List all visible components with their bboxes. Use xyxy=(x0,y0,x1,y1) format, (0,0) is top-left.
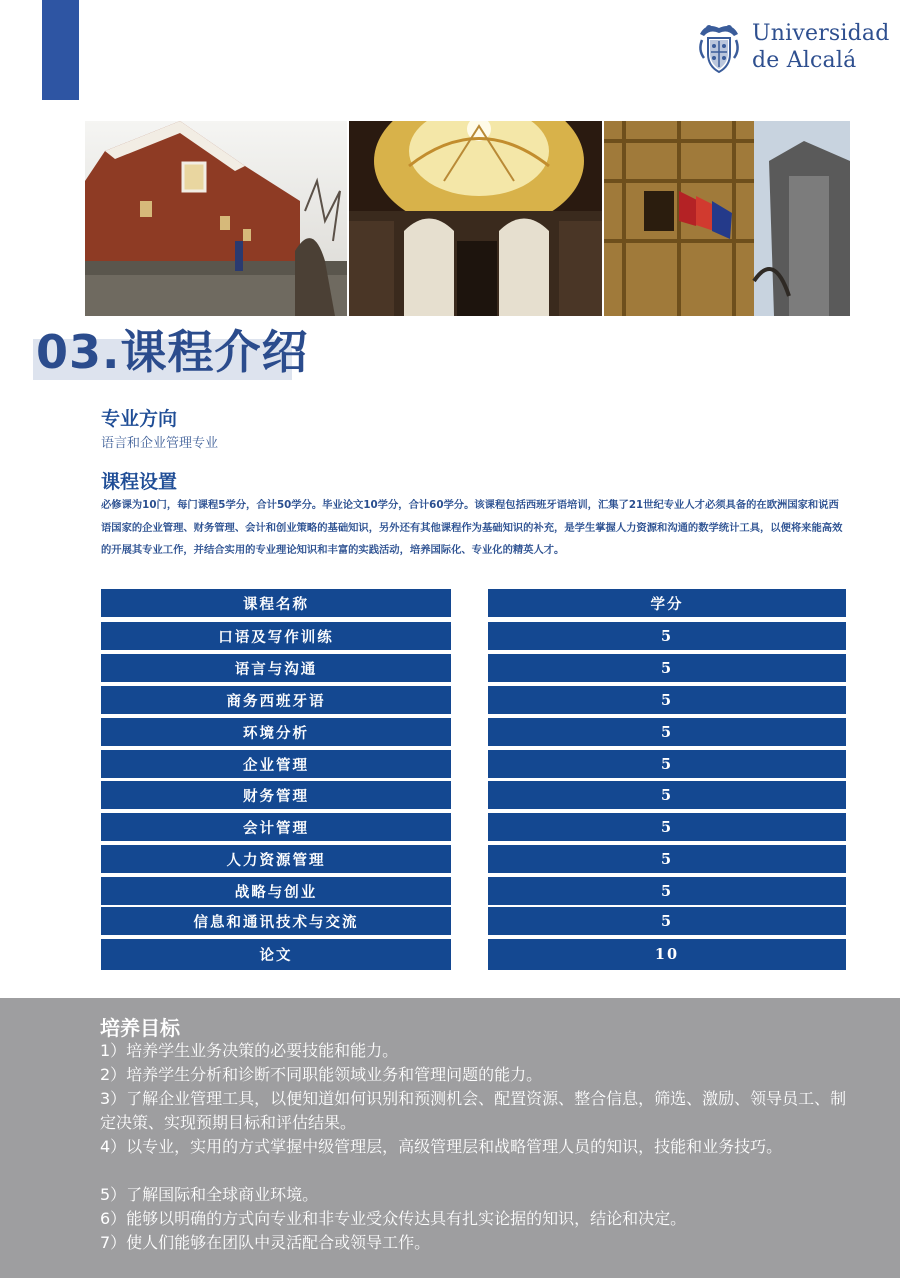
table-header-credits: 学分 xyxy=(488,589,846,617)
goal-item: 6）能够以明确的方式向专业和非专业受众传达具有扎实论据的知识，结论和决定。 xyxy=(100,1209,687,1228)
goal-item: 4）以专业，实用的方式掌握中级管理层，高级管理层和战略管理人员的知识，技能和业务技巧。 xyxy=(100,1137,783,1156)
course-credits-cell: 5 xyxy=(488,877,846,905)
course-name-cell: 论文 xyxy=(101,939,451,970)
photo-brick-building xyxy=(85,121,347,316)
course-name-cell: 会计管理 xyxy=(101,813,451,841)
course-name-cell: 商务西班牙语 xyxy=(101,686,451,714)
course-credits-cell: 10 xyxy=(488,939,846,970)
specialization-heading: 专业方向 xyxy=(101,408,178,430)
course-credits-cell: 5 xyxy=(488,750,846,778)
campus-photo-strip xyxy=(85,121,850,316)
course-name-cell: 战略与创业 xyxy=(101,877,451,905)
section-title: 03.课程介绍 xyxy=(36,325,309,379)
course-name-cell: 财务管理 xyxy=(101,781,451,809)
goals-heading: 培养目标 xyxy=(100,1016,180,1040)
course-name-cell: 环境分析 xyxy=(101,718,451,746)
university-logo xyxy=(694,18,890,82)
course-credits-cell: 5 xyxy=(488,845,846,873)
course-name-cell: 人力资源管理 xyxy=(101,845,451,873)
course-name-cell: 企业管理 xyxy=(101,750,451,778)
university-name-line2: de Alcalá xyxy=(752,48,857,73)
course-credits-cell: 5 xyxy=(488,686,846,714)
curriculum-heading: 课程设置 xyxy=(101,471,178,493)
goal-item: 3）了解企业管理工具，以便知道如何识别和预测机会、配置资源、整合信息，筛选、激励、领导员工、制定决策、实现预期目标和评估结果。 xyxy=(100,1089,847,1132)
course-credits-cell: 5 xyxy=(488,718,846,746)
university-seal-icon xyxy=(694,20,744,76)
university-name xyxy=(752,20,890,74)
course-name-cell: 语言与沟通 xyxy=(101,654,451,682)
goal-item: 5）了解国际和全球商业环境。 xyxy=(100,1185,319,1204)
university-name-line1: Universidad xyxy=(752,21,890,46)
course-credits-cell: 5 xyxy=(488,622,846,650)
goal-item: 1）培养学生业务决策的必要技能和能力。 xyxy=(100,1041,399,1060)
curriculum-description: 必修课为10门，每门课程5学分，合计50学分。毕业论文10学分，合计60学分。该课程包括西班牙语培训，汇集了21世纪专业人才必须具备的在欧洲国家和说西语国家的企业管理、财务管理、会计和创业策略的基础知识，另外还有其他课程作为基础知识的补充，是学生掌握人力资源和沟通的数学统计工具，以便将来能高效的开展其专业工作，并结合实用的专业理论知识和丰富的实践活动，培养国际化、专业化的精英人才。 xyxy=(101,499,843,556)
photo-facade-flags xyxy=(604,121,850,316)
table-header-course-name: 课程名称 xyxy=(101,589,451,617)
goal-item: 2）培养学生分析和诊断不同职能领域业务和管理问题的能力。 xyxy=(100,1065,543,1084)
course-name-cell: 口语及写作训练 xyxy=(101,622,451,650)
specialization-value: 语言和企业管理专业 xyxy=(101,436,219,451)
course-credits-cell: 5 xyxy=(488,781,846,809)
goal-item: 7）使人们能够在团队中灵活配合或领导工作。 xyxy=(100,1233,431,1252)
course-name-cell: 信息和通讯技术与交流 xyxy=(101,907,451,935)
course-credits-cell: 5 xyxy=(488,654,846,682)
course-credits-cell: 5 xyxy=(488,907,846,935)
photo-dome-interior xyxy=(349,121,602,316)
decorative-accent-bar xyxy=(42,0,79,100)
course-credits-cell: 5 xyxy=(488,813,846,841)
